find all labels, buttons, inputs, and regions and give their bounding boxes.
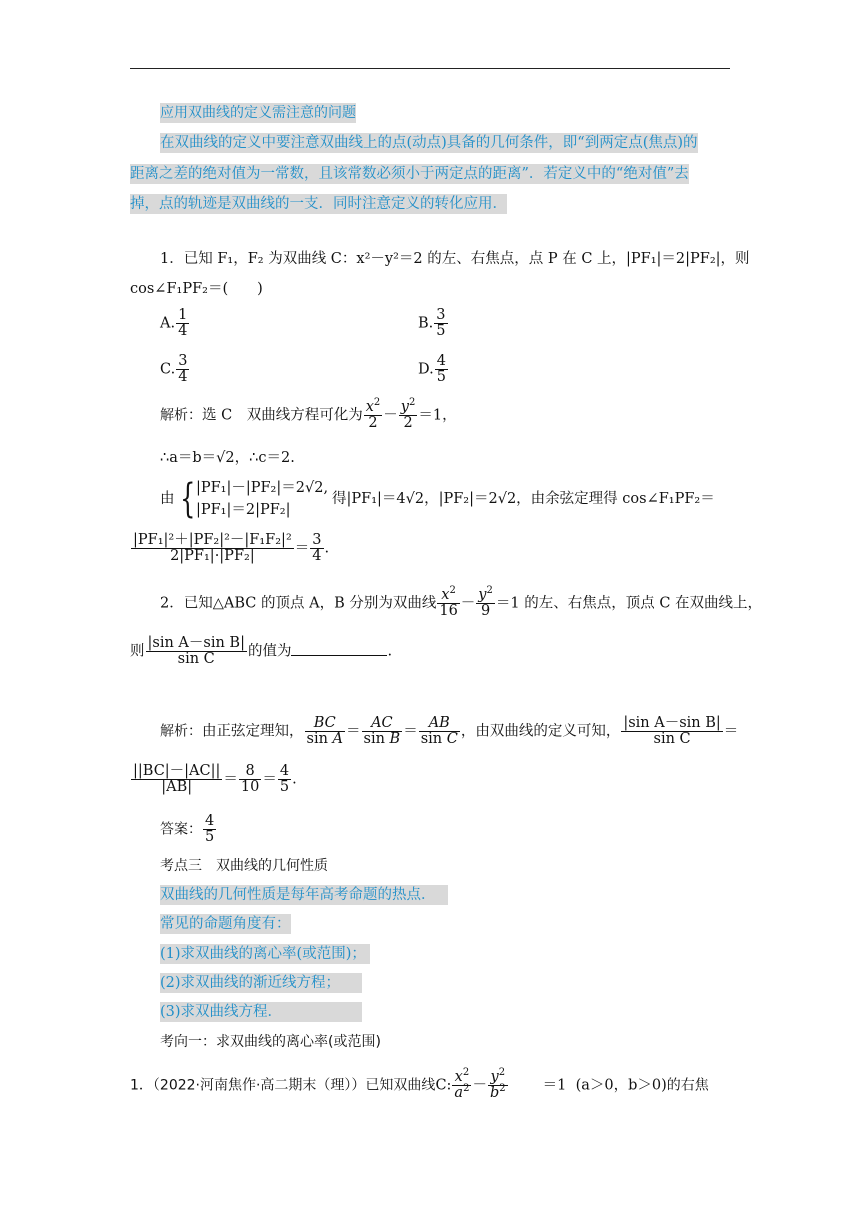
header-rule [130, 68, 730, 69]
q1-solution-de: 得|PF₁|＝4√2，|PF₂|＝2√2，由余弦定理得 cos∠F₁PF₂＝ [332, 491, 715, 507]
section3-title: 考点三 双曲线的几何性质 [160, 858, 328, 874]
q1-solution-line1: 解析：选 C 双曲线方程可化为 $\frac{x^2}{2}$ － $\frac{y^2}{2}$ ＝1， [160, 397, 457, 431]
section3-box-line4: (2)求双曲线的渐近线方程； [160, 973, 362, 993]
q1-option-a: A. $\frac{1}{4}$ [160, 307, 188, 339]
q1-stem-line2: cos∠F₁PF₂＝( ) [130, 281, 263, 297]
intro-title: 应用双曲线的定义需注意的问题 [160, 105, 356, 121]
q2-stem-line1: 2．已知△ABC 的顶点 A，B 分别为双曲线 $\frac{x^2}{16}$ － $\frac{y^2}{9}$ ＝1 的左、右焦点，顶点 C 在双曲线上， [160, 585, 763, 619]
intro-line-1: 在双曲线的定义中要注意双曲线上的点(动点)具备的几何条件，即“到两定点(焦点)的 [160, 135, 698, 151]
q2-solution-line1: 解析：由正弦定理知， $\frac{BC}{\text{sin A}}$ ＝ $\frac{AC}{\text{sin B}}$ ＝ $\frac{AB}{\text{sin C}}$ ，由双曲线的定义可知， $\frac{\text{|sin A－sin B|}}{\text{sin C}}$ ＝ [160, 715, 739, 747]
q1-solution-line2: ∴a＝b＝√2，∴c＝2. [160, 450, 295, 466]
direction-heading: 考向一：求双曲线的离心率(或范围) [160, 1034, 381, 1050]
q2-answer: 答案： $\frac{4}{5}$ [160, 813, 215, 845]
q1-solution-system: 由 {|PF₁|－|PF₂|＝2√2, |PF₁|＝2|PF₂| [160, 476, 329, 522]
q2-stem-line2: 则 $\frac{\text{|sin A－sin B|}}{\text{sin C}}$ 的值为 . [130, 635, 393, 667]
q1-cos-fraction: $\frac{\text{|PF₁|²＋|PF₂|²－|F₁F₂|²}}{\text{2|PF₁|·|PF₂|}}$ ＝ $\frac{3}{4}$ . [133, 532, 330, 564]
section3-box-line3: (1)求双曲线的离心率(或范围)； [160, 944, 370, 964]
q1-option-b: B. $\frac{3}{5}$ [418, 307, 446, 339]
intro-line-2: 距离之差的绝对值为一常数，且该常数必须小于两定点的距离”．若定义中的“绝对值”去 [130, 166, 689, 182]
q2-solution-line2: $\frac{||BC|-|AC||}{|AB|}$ ＝ $\frac{8}{10}$ ＝ $\frac{4}{5}$ . [133, 763, 297, 795]
section3-box-line5: (3)求双曲线方程． [160, 1002, 362, 1022]
q1-stem-line1: 1．已知 F₁，F₂ 为双曲线 C：x²－y²＝2 的左、右焦点，点 P 在 C 上，|PF₁|＝2|PF₂|，则 [160, 251, 750, 267]
section3-box-line2: 常见的命题角度有： [160, 916, 291, 932]
intro-line-3: 掉，点的轨迹是双曲线的一支．同时注意定义的转化应用． [130, 196, 507, 212]
q3-stem: 1．（2022·河南焦作·高二期末（理））已知双曲线C: $\frac{x^2}{a^2}$ － $\frac{y^2}{b^2}$ ＝1 (a＞0，b＞0)的右焦 [130, 1067, 709, 1101]
section3-box-line1: 双曲线的几何性质是每年高考命题的热点． [160, 885, 448, 905]
q1-option-c: C. $\frac{3}{4}$ [160, 353, 188, 385]
q2-answer-blank[interactable] [291, 641, 387, 656]
q1-option-d: D. $\frac{4}{5}$ [418, 353, 446, 385]
